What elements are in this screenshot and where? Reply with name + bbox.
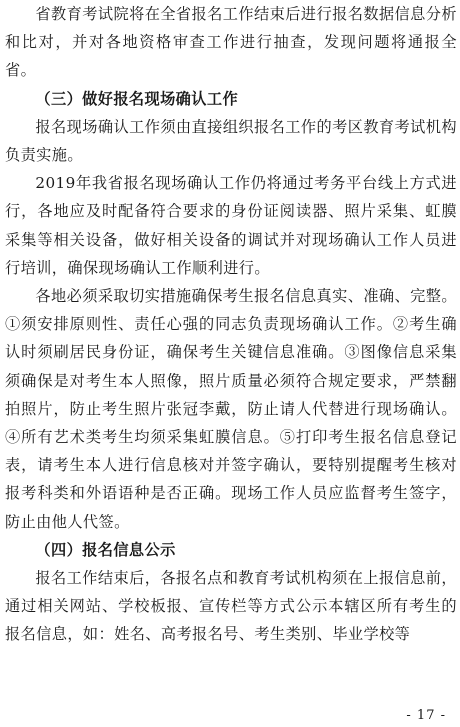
- section-heading-info-publicity: （四）报名信息公示: [35, 540, 176, 559]
- paragraph-2019-online-confirmation: 2019年我省报名现场确认工作仍将通过考务平台线上方式进行，各地应及时配备符合要求的身份证阅读器、照片采集、虹膜采集等相关设备，做好相关设备的调试并对现场确认工作人员进行培训，确保现场确认工作顺利进行。: [5, 174, 457, 277]
- paragraph-confirmation-measures: 各地必须采取切实措施确保考生报名信息真实、准确、完整。①须安排原则性、责任心强的同志负责现场确认工作。②考生确认时须刷居民身份证，确保考生关键信息准确。③图像信息采集须确保是对考生本人照像，照片质量必须符合规定要求，严禁翻拍照片，防止考生照片张冠李戴，防止请人代替进行现场确认。④所有艺术类考生均须采集虹膜信息。⑤打印考生报名信息登记表，请考生本人进行信息核对并签字确认，要特别提醒考生核对报考科类和外语语种是否正确。现场工作人员应监督考生签字，防止由他人代签。: [5, 287, 457, 531]
- paragraph-confirmation-responsibility: 报名现场确认工作须由直接组织报名工作的考区教育考试机构负责实施。: [5, 117, 457, 165]
- page-number: - 17 -: [406, 708, 446, 723]
- paragraph-data-check: 省教育考试院将在全省报名工作结束后进行报名数据信息分析和比对，并对各地资格审查工作进行抽查，发现问题将通报全省。: [5, 5, 457, 80]
- section-heading-on-site-confirmation: （三）做好报名现场确认工作: [35, 89, 239, 108]
- document-body: [5, 0, 457, 649]
- paragraph-info-publicity: 报名工作结束后，各报名点和教育考试机构须在上报信息前，通过相关网站、学校板报、宣传栏等方式公示本辖区所有考生的报名信息，如：姓名、高考报名号、考生类别、毕业学校等: [5, 569, 457, 644]
